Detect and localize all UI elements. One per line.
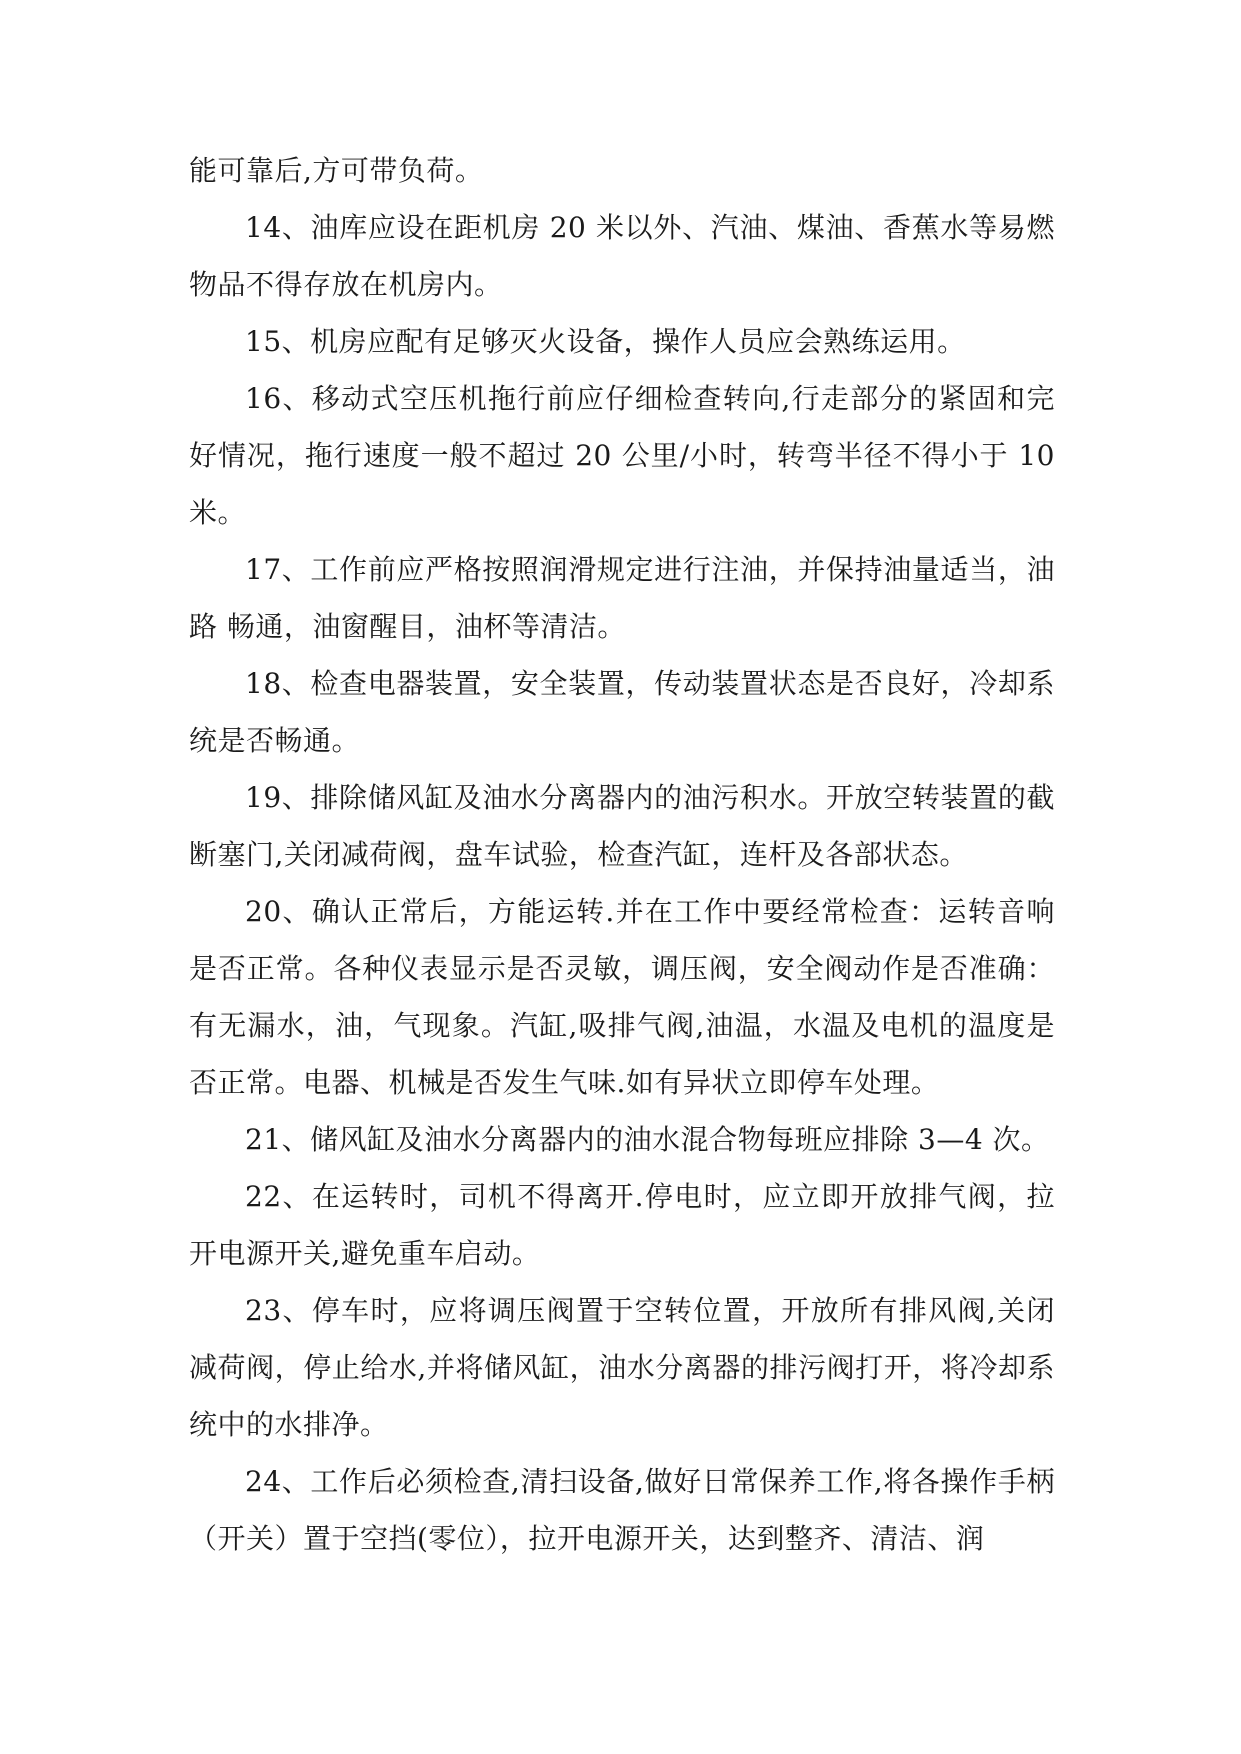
- paragraph-item-17: 17、工作前应严格按照润滑规定进行注油，并保持油量适当，油路 畅通，油窗醒目，油杯等清洁。: [189, 553, 1055, 643]
- paragraph-item-14: 14、油库应设在距机房 20 米以外、汽油、煤油、香蕉水等易燃物品不得存放在机房内。: [189, 211, 1055, 301]
- paragraph-item-19: 19、排除储风缸及油水分离器内的油污积水。开放空转装置的截断塞门,关闭减荷阀，盘车试验，检查汽缸，连杆及各部状态。: [189, 781, 1055, 871]
- paragraph-continuation: 能可靠后,方可带负荷。: [189, 154, 484, 187]
- paragraph-item-23: 23、停车时，应将调压阀置于空转位置，开放所有排风阀,关闭减荷阀，停止给水,并将储风缸，油水分离器的排污阀打开，将冷却系统中的水排净。: [189, 1294, 1055, 1441]
- paragraph-item-18: 18、检查电器装置，安全装置，传动装置状态是否良好，冷却系统是否畅通。: [189, 667, 1055, 757]
- paragraph-item-21: 21、储风缸及油水分离器内的油水混合物每班应排除 3—4 次。: [245, 1123, 1050, 1156]
- paragraph-item-15: 15、机房应配有足够灭火设备，操作人员应会熟练运用。: [245, 325, 966, 358]
- paragraph-item-24: 24、工作后必须检查,清扫设备,做好日常保养工作,将各操作手柄（开关）置于空挡(零位），拉开电源开关，达到整齐、清洁、润: [189, 1465, 1055, 1555]
- paragraph-item-16: 16、移动式空压机拖行前应仔细检查转向,行走部分的紧固和完好情况，拖行速度一般不超过 20 公里/小时，转弯半径不得小于 10 米。: [189, 382, 1055, 529]
- document-body: [189, 142, 1055, 1567]
- paragraph-item-22: 22、在运转时，司机不得离开.停电时，应立即开放排气阀，拉开电源开关,避免重车启动。: [189, 1180, 1055, 1270]
- paragraph-item-20: 20、确认正常后，方能运转.并在工作中要经常检查：运转音响是否正常。各种仪表显示是否灵敏，调压阀，安全阀动作是否准确：有无漏水，油，气现象。汽缸,吸排气阀,油温，水温及电机的温度是否正常。电器、机械是否发生气味.如有异状立即停车处理。: [189, 895, 1055, 1099]
